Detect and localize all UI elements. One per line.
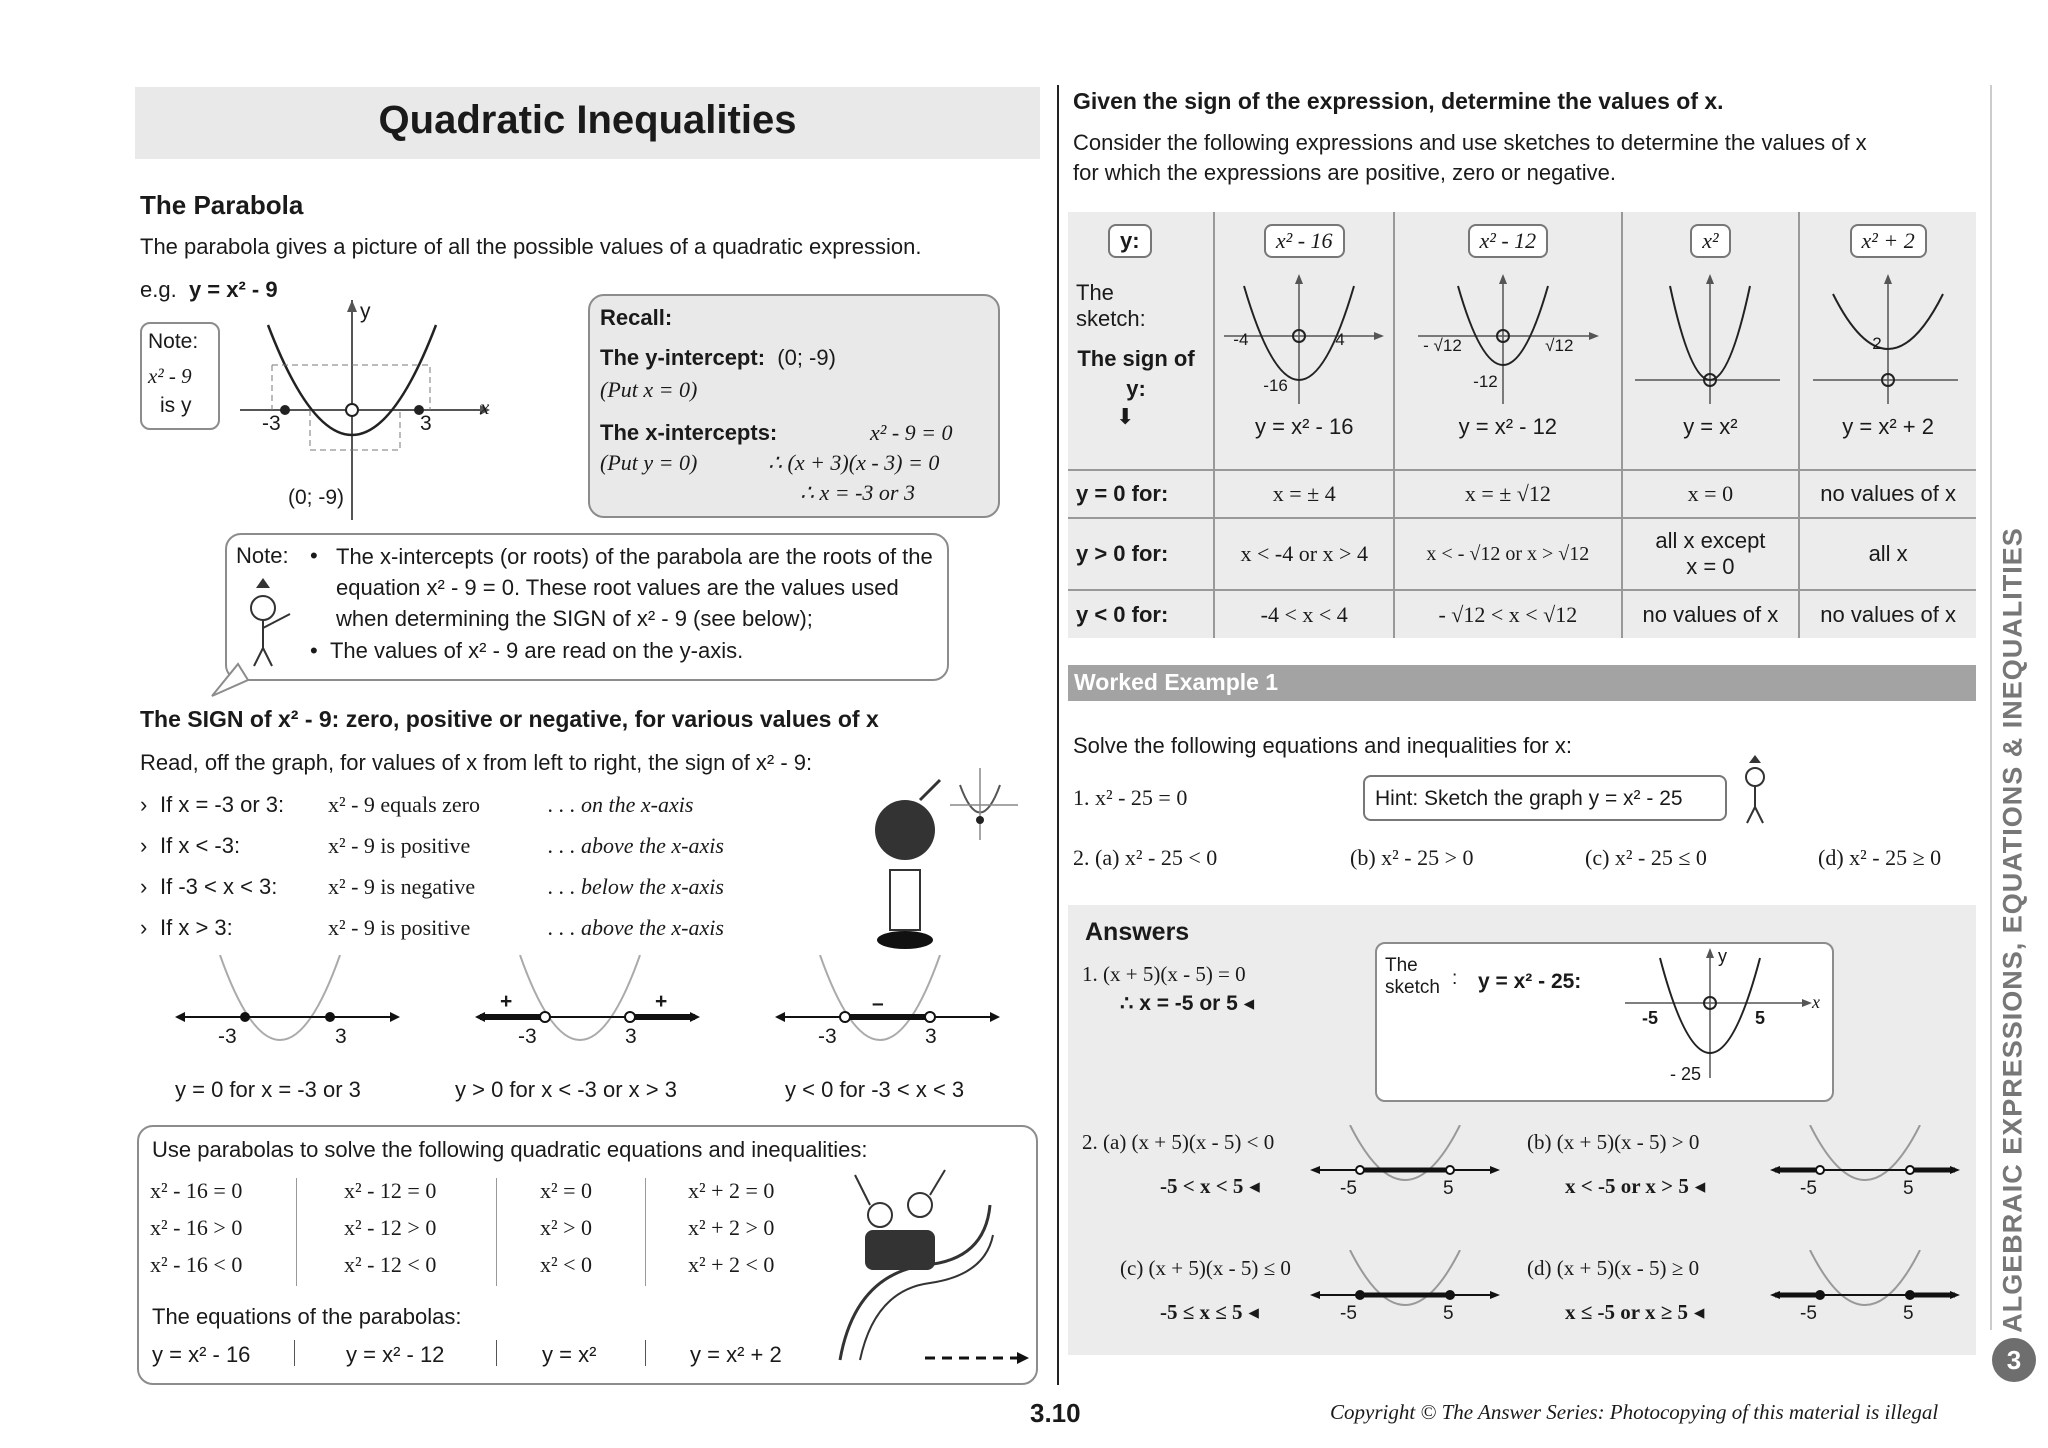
answer-sketch-colon: : [1452,968,1458,989]
eq-sep-2 [496,1340,497,1366]
sketch1-r: 4 [1335,330,1345,349]
sketch1-eq: y = x² - 16 [1255,414,1354,439]
page-number: 3.10 [1030,1398,1081,1428]
note-y-line2: x² - 9 [148,364,192,388]
hint-character-icon [1735,755,1775,825]
answer2b-line [1770,1125,1960,1205]
graph1-neg3: -3 [262,412,281,435]
table-header-4: x² + 2 [1850,224,1927,258]
exercise-eq-label: The equations of the parabolas: [152,1304,462,1329]
note-roots-bullet1-text: The x-intercepts (or roots) of the parabola are the roots of the equation x² - 9 = 0. These root values are the values used when determining the SIGN of x² - 9 (see below); [336,544,933,631]
graph1-vertex: (0; -9) [288,486,345,509]
right-heading: Given the sign of the expression, determine the values of x. [1073,88,1724,114]
dashed-arrow-icon [925,1350,1030,1366]
answer2b-a: x < -5 or x > 5 ◂ [1565,1174,1706,1198]
answers-title: Answers [1085,918,1190,946]
sketch4-c: 2 [1872,334,1882,353]
chapter-badge: 3 [1992,1338,2036,1382]
answer2b-q: (b) (x + 5)(x - 5) > 0 [1527,1130,1700,1154]
recall-xint-eq3: ∴ x = -3 or 3 [800,480,915,505]
sketch3-eq: y = x² [1683,414,1738,439]
sketch2-l: - √12 [1423,336,1462,355]
answer-sketch-y: y [1718,946,1727,966]
parabola-heading: The Parabola [140,190,304,220]
line1-a: -3 [218,1025,237,1048]
answer1-line1: 1. (x + 5)(x - 5) = 0 [1082,962,1246,986]
table-sketch-label: The sketch: [1076,280,1146,331]
answer2c-p5: 5 [1443,1303,1454,1324]
answer-sketch-r: 5 [1755,1008,1766,1028]
table-row1-c4: no values of x [1799,470,1976,518]
answer2d-p5: 5 [1903,1303,1914,1324]
hint-text: Hint: Sketch the graph y = x² - 25 [1375,787,1683,810]
eq-sep-1 [294,1340,295,1366]
recall-yint: The y-intercept: (0; -9) [600,345,836,370]
sketch-x2 [1630,274,1790,414]
answer-sketch-l: -5 [1642,1008,1659,1028]
line1-caption: y = 0 for x = -3 or 3 [175,1077,361,1102]
answer2a-n5: -5 [1340,1178,1357,1199]
answer2d-a: x ≤ -5 or x ≥ 5 ◂ [1565,1300,1705,1324]
table-row1-c3: x = 0 [1622,470,1800,518]
table-row3-c3: no values of x [1622,590,1800,638]
answer2a-p5: 5 [1443,1178,1454,1199]
line3-b: 3 [925,1025,937,1048]
table-header-2: x² - 12 [1468,224,1549,258]
number-line-negative [775,955,1005,1065]
table-y-label: y: [1108,224,1152,258]
sign-heading: The SIGN of x² - 9: zero, positive or negative, for various values of x [140,706,879,732]
worked-q1: 1. x² - 25 = 0 [1073,785,1188,810]
recall-xint-eq1: x² - 9 = 0 [870,420,953,445]
exercise-col-3: x² = 0 x² > 0 x² < 0 [540,1178,593,1277]
sign-table [1068,212,1976,638]
answer-sketch-c: - 25 [1670,1064,1702,1084]
page-title: Quadratic Inequalities [378,98,797,142]
exercise-eq-4: y = x² + 2 [690,1342,782,1367]
sketch1-l: -4 [1233,330,1249,349]
table-row1-c1: x = ± 4 [1214,470,1394,518]
answer2b-p5: 5 [1903,1178,1914,1199]
worked-q2a: 2. (a) x² - 25 < 0 [1073,845,1218,870]
table-sign-label: The sign of y: [1077,346,1195,401]
recall-xint-label: The x-intercepts: [600,420,778,445]
table-header-3: x² [1690,224,1730,258]
worked-q2c: (c) x² - 25 ≤ 0 [1585,845,1707,870]
exercise-divider-2 [496,1178,497,1286]
answer2d-q: (d) (x + 5)(x - 5) ≥ 0 [1527,1256,1700,1280]
table-row3-label: y < 0 for: [1068,590,1214,638]
table-row3-c4: no values of x [1799,590,1976,638]
answer-sketch-eq: y = x² - 25: [1478,970,1582,993]
worked-q2d: (d) x² - 25 ≥ 0 [1818,845,1942,870]
table-row3-c2: - √12 < x < √12 [1394,590,1621,638]
table-row2-c3: all x except x = 0 [1622,518,1800,590]
worked-example-title: Worked Example 1 [1074,669,1279,695]
line2-plus-left: + [500,990,513,1013]
exercise-eq-2: y = x² - 12 [346,1342,445,1367]
line2-b: 3 [625,1025,637,1048]
exercise-col-2: x² - 12 = 0 x² - 12 > 0 x² - 12 < 0 [344,1178,437,1277]
sketch2-r: √12 [1545,336,1574,355]
sketch1-c: -16 [1263,376,1288,395]
number-line-zero [175,955,405,1065]
exercise-intro: Use parabolas to solve the following quadratic equations and inequalities: [152,1137,868,1162]
recall-xint-eq2: ∴ (x + 3)(x - 3) = 0 [768,450,940,475]
answer2a-a: -5 < x < 5 ◂ [1160,1174,1260,1198]
answer2d-line [1770,1250,1960,1330]
table-row1-label: y = 0 for: [1068,470,1214,518]
graph1-y-label: y [360,300,371,323]
line2-plus-right: + [655,990,668,1013]
recall-title: Recall: [600,305,673,330]
sign-intro: Read, off the graph, for values of x from left to right, the sign of x² - 9: [140,750,813,775]
table-row2-label: y > 0 for: [1068,518,1214,590]
answer-sketch-label: The sketch [1385,955,1440,998]
parabola-text: The parabola gives a picture of all the possible values of a quadratic expression. [140,234,922,259]
answer2c-n5: -5 [1340,1303,1357,1324]
note-y-line3: is y [160,394,192,417]
line3-caption: y < 0 for -3 < x < 3 [785,1077,965,1102]
worked-q2b: (b) x² - 25 > 0 [1350,845,1474,870]
headstand-illustration [860,760,1030,960]
character-icon [238,578,298,668]
exercise-col-1: x² - 16 = 0 x² - 16 > 0 x² - 16 < 0 [150,1178,243,1277]
note-y-line1: Note: [148,330,199,353]
parabola-graph [240,300,500,520]
table-header-1: x² - 16 [1264,224,1345,258]
sidebar-rule [1990,85,1992,1330]
sketch2-eq: y = x² - 12 [1458,414,1558,439]
note-roots-label: Note: [236,543,289,568]
recall-xint-hint: (Put y = 0) [600,450,698,475]
line2-caption: y > 0 for x < -3 or x > 3 [455,1077,677,1102]
answer2c-line [1310,1250,1500,1330]
answer-sketch-x: x [1812,992,1820,1012]
line3-minus: – [872,992,884,1015]
line2-a: -3 [518,1025,537,1048]
note-roots-bullet1: • [310,543,330,568]
sidebar-title: ALGEBRAIC EXPRESSIONS, EQUATIONS & INEQUALITIES [1997,527,2028,1333]
exercise-divider-1 [296,1178,297,1286]
graph1-pos3: 3 [420,412,432,435]
answer2a-line [1310,1125,1500,1205]
note-roots-bullet2: • The values of x² - 9 are read on the y-axis. [310,638,744,663]
worked-intro: Solve the following equations and inequalities for x: [1073,733,1572,758]
exercise-eq-3: y = x² [542,1342,597,1367]
answer1-line2: ∴ x = -5 or 5 ◂ [1120,992,1255,1015]
down-arrow-icon: ⬇ [1116,404,1135,429]
answer2a-q: 2. (a) (x + 5)(x - 5) < 0 [1082,1130,1275,1154]
exercise-col-4: x² + 2 = 0 x² + 2 > 0 x² + 2 < 0 [688,1178,775,1277]
eq-sep-3 [645,1340,646,1366]
table-row2-c1: x < -4 or x > 4 [1214,518,1394,590]
copyright: Copyright © The Answer Series: Photocopying of this material is illegal [1330,1400,1939,1424]
right-intro-2: for which the expressions are positive, zero or negative. [1073,160,1616,185]
graph1-x-label: x [480,395,490,419]
right-intro-1: Consider the following expressions and use sketches to determine the values of x [1073,130,1867,155]
line1-b: 3 [335,1025,347,1048]
sketch4-eq: y = x² + 2 [1842,414,1934,439]
exercise-divider-3 [645,1178,646,1286]
exercise-eq-1: y = x² - 16 [152,1342,251,1367]
recall-yint-hint: (Put x = 0) [600,377,698,402]
table-row3-c1: -4 < x < 4 [1214,590,1394,638]
eg-label: e.g. y = x² - 9 [140,277,278,302]
answer2c-a: -5 ≤ x ≤ 5 ◂ [1160,1300,1259,1324]
sketch-x2-plus-2 [1808,274,1968,414]
table-row2-c2: x < - √12 or x > √12 [1394,518,1621,590]
answer2b-n5: -5 [1800,1178,1817,1199]
answer2d-n5: -5 [1800,1303,1817,1324]
rollercoaster-illustration [835,1165,995,1365]
line3-a: -3 [818,1025,837,1048]
sketch2-c: -12 [1473,372,1498,391]
table-row2-c4: all x [1799,518,1976,590]
answer2c-q: (c) (x + 5)(x - 5) ≤ 0 [1120,1256,1291,1280]
page-divider [1057,85,1059,1385]
table-row1-c2: x = ± √12 [1394,470,1621,518]
